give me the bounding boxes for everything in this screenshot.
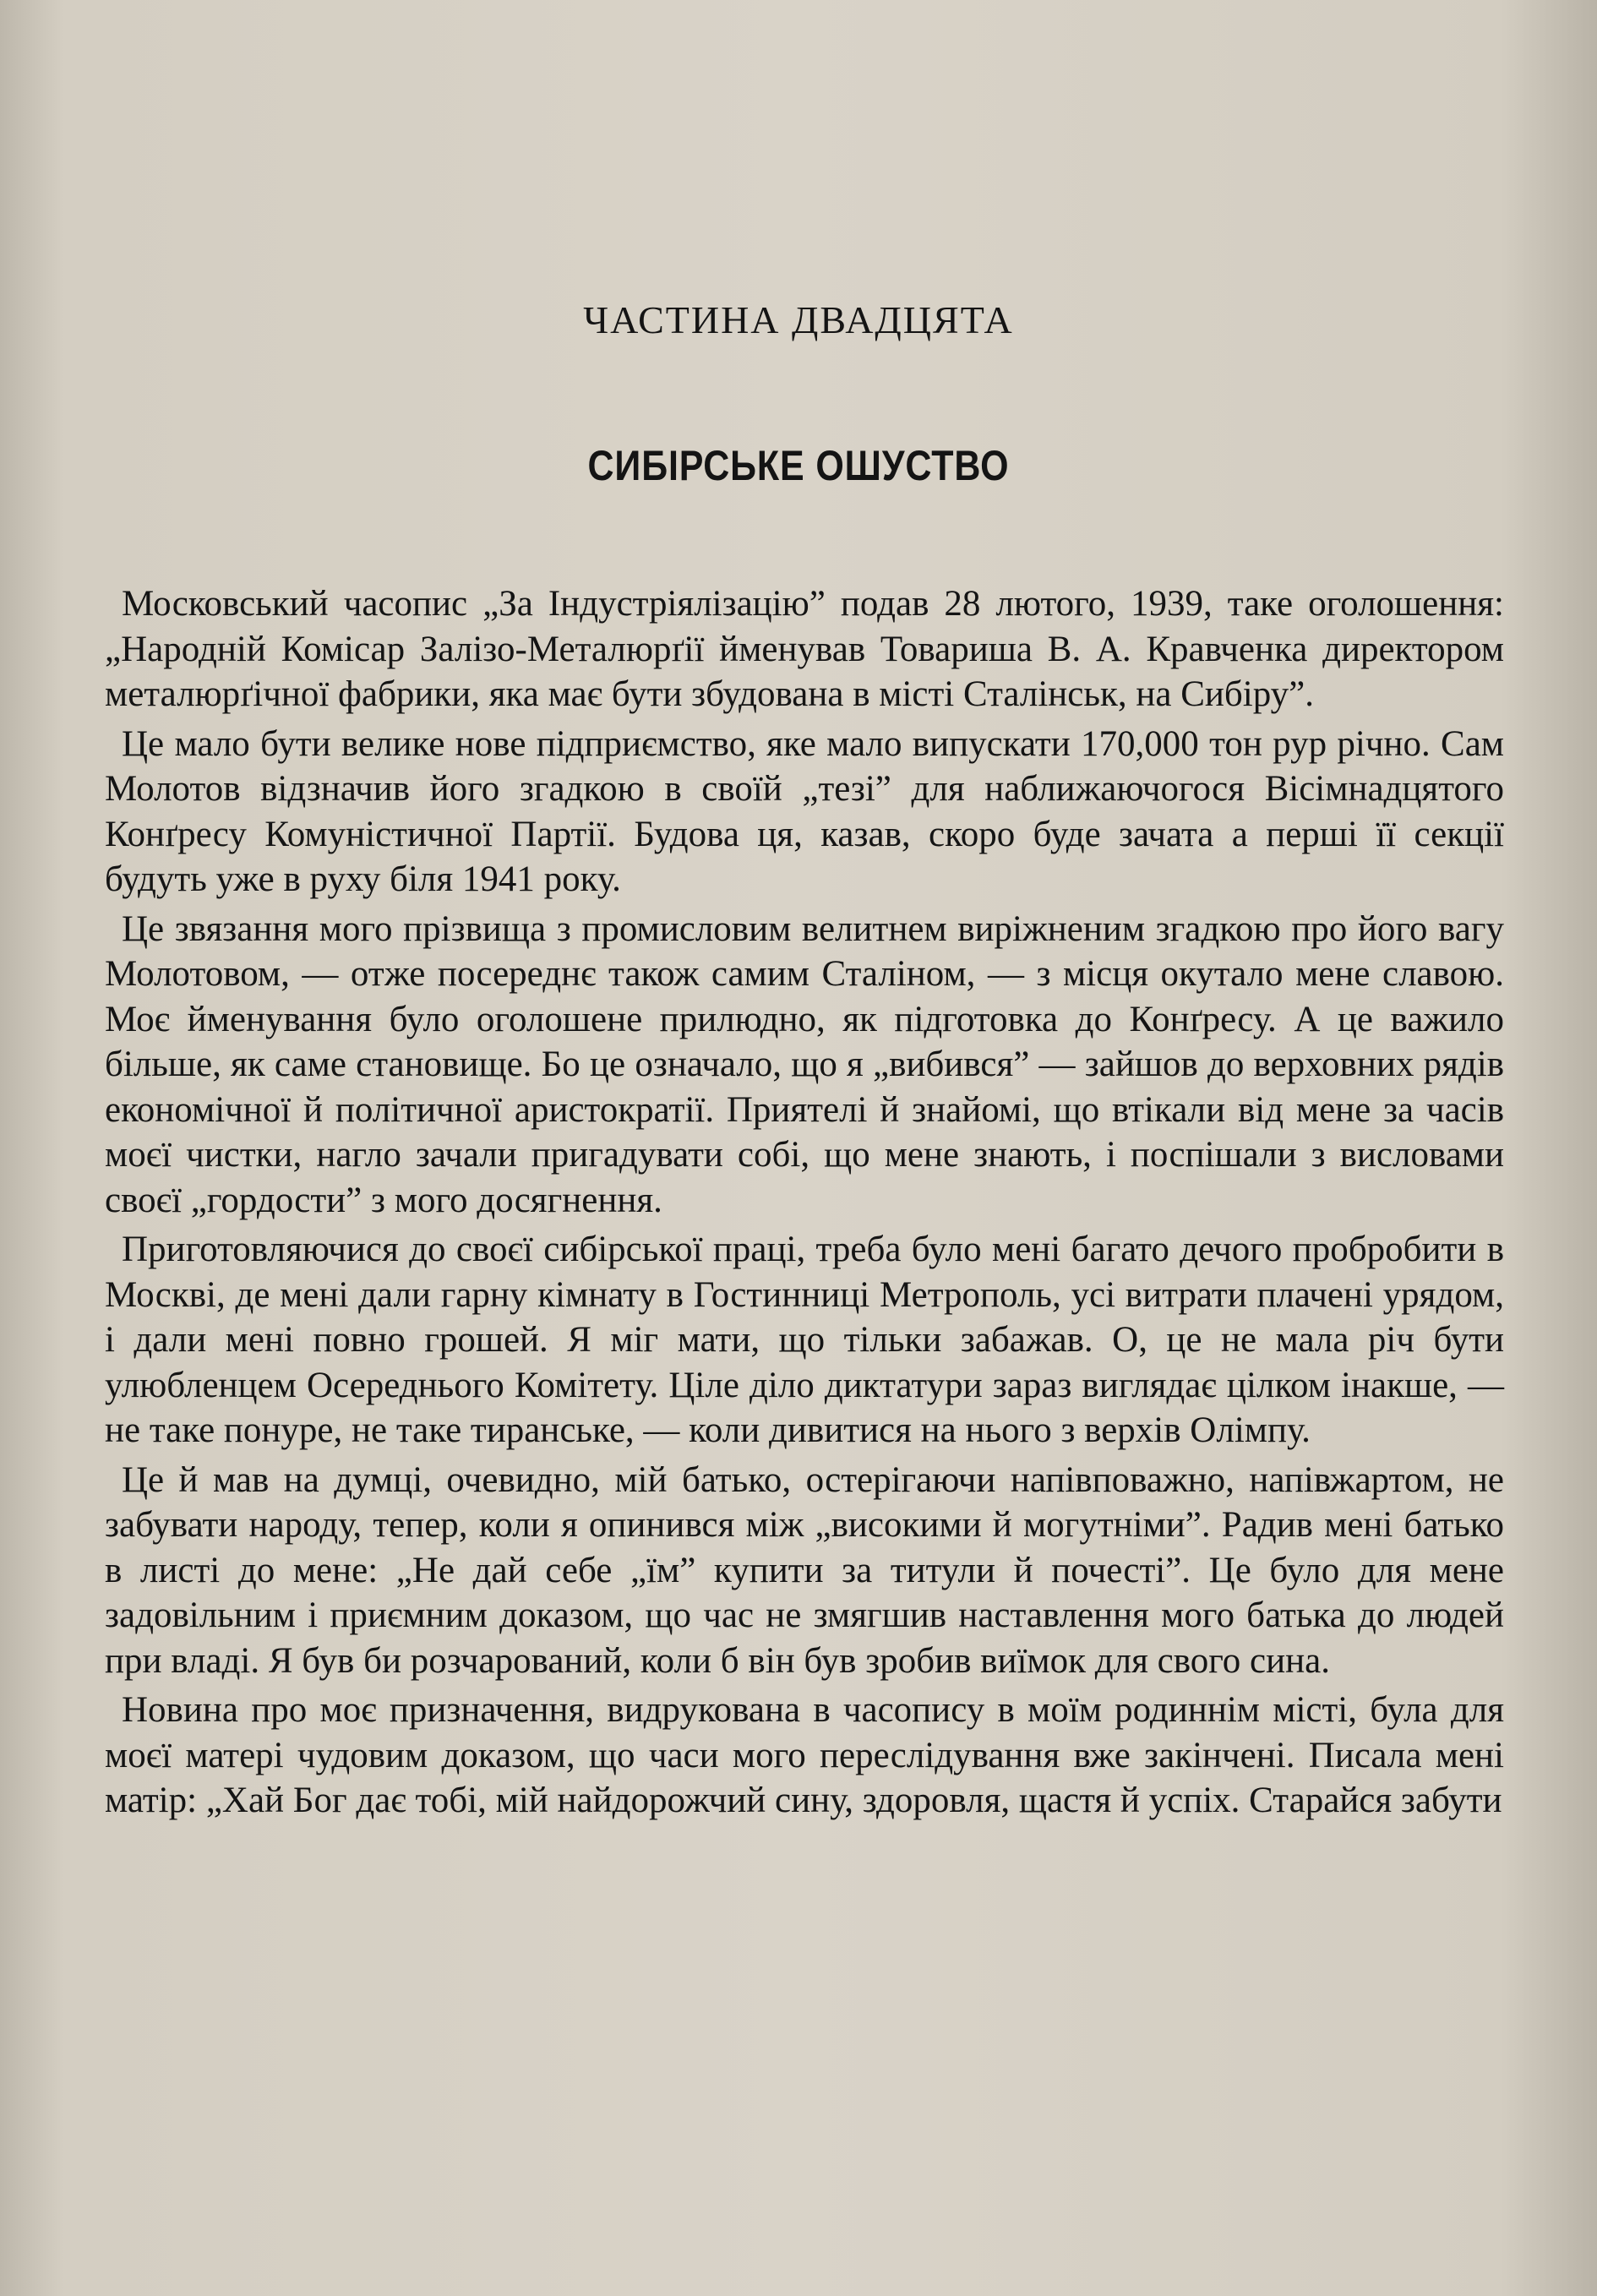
paragraph: Московський часопис „За Індустріялізацію” подав 28 лютого, 1939, таке оголошення: „Народній Комісар Залізо-Металюрґії йменував Товариша В. А. Кравченка директором металюрґічної фабрики, яка має бути збудована в місті Сталінськ, на Сибіру”. bbox=[105, 584, 1504, 714]
paragraph: Це звязання мого прізвища з промисловим велитнем виріжненим згадкою про його вагу Молотовом, — отже посереднє також самим Сталіном, — з місця окутало мене славою. Моє йменування було оголошене прилюдно, як підготовка до Конґресу. А це важило більше, як саме становище. Бо це означало, що я „вибився” — зайшов до верховних рядів економічної й політичної аристократії. Приятелі й знайомі, що втікали від мене за часів моєї чистки, нагло зачали пригадувати собі, що мене знають, і поспішали з висловами своєї „гордости” з мого досягнення. bbox=[105, 908, 1504, 1220]
body-text bbox=[105, 581, 1504, 1828]
part-title: ЧАСТИНА ДВАДЦЯТА bbox=[583, 298, 1014, 341]
paragraph: Приготовляючися до своєї сибірської праці, треба було мені багато дечого пробробити в Москві, де мені дали гарну кімнату в Гостинниці Метрополь, усі витрати плачені урядом, і дали мені повно грошей. Я міг мати, що тільки забажав. О, це не мала річ бути улюбленцем Осереднього Комітету. Ціле діло диктатури зараз виглядає цілком інакше, — не таке понуре, не таке тиранське, — коли дивитися на нього з верхів Олімпу. bbox=[105, 1230, 1504, 1450]
paragraph: Це мало бути велике нове підприємство, яке мало випускати 170,000 тон рур річно. Сам Молотов відзначив його згадкою в своїй „тезі” для наближаючогося Вісімнадцятого Конґресу Комуністичної Партії. Будова ця, казав, скоро буде зачата а перші її секції будуть уже в руху біля 1941 року. bbox=[105, 723, 1504, 899]
paragraph: Це й мав на думці, очевидно, мій батько, остерігаючи напівповажно, напівжартом, не забувати народу, тепер, коли я опинився між „високими й могутніми”. Радив мені батько в листі до мене: „Не дай себе „їм” купити за титули й почесті”. Це було для мене задовільним і приємним доказом, що час не змягшив наставлення мого батька до людей при владі. Я був би розчарований, коли б він був зробив виїмок для свого сина. bbox=[105, 1459, 1504, 1681]
paragraph: Новина про моє призначення, видрукована в часопису в моїм родиннім місті, була для моєї матері чудовим доказом, що часи мого переслідування вже закінчені. Писала мені матір: „Хай Бог дає тобі, мій найдорожчий сину, здоровля, щастя й успіх. Старайся забути bbox=[105, 1690, 1504, 1820]
chapter-title: СИБІРСЬКЕ ОШУСТВО bbox=[587, 442, 1010, 489]
